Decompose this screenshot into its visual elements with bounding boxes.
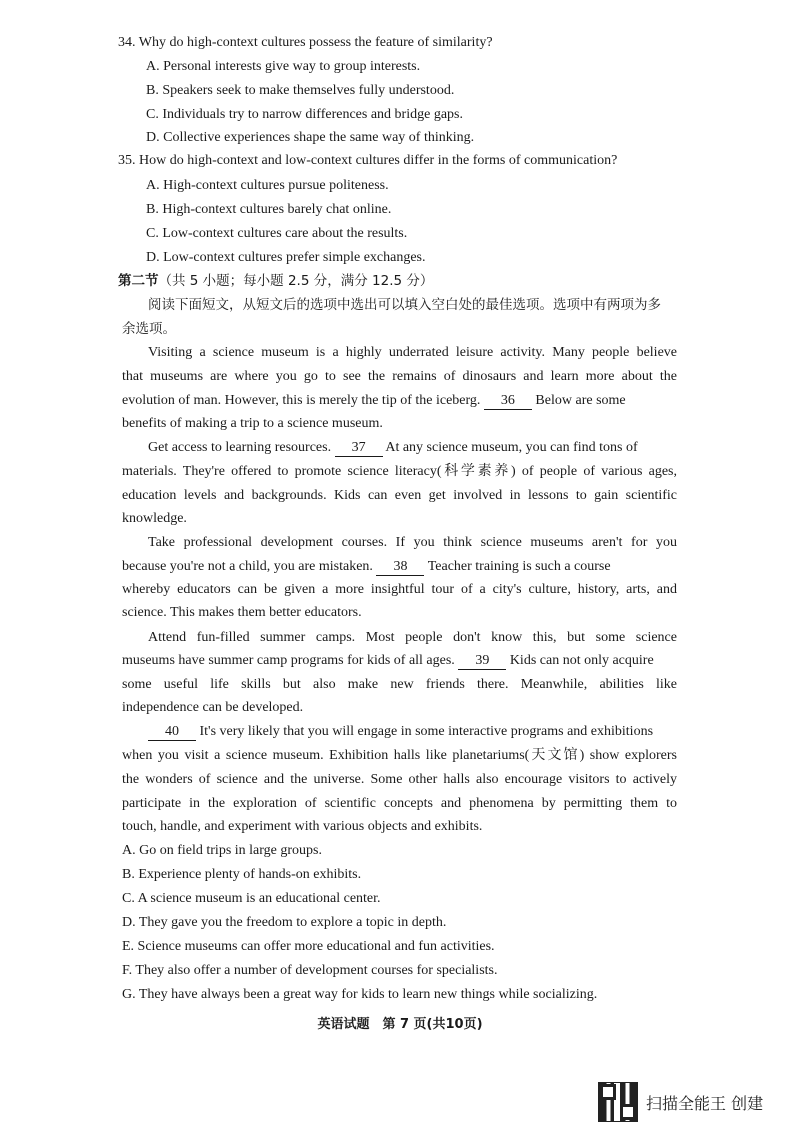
section-scoring: （共 5 小题；每小题 2.5 分，满分 12.5 分） xyxy=(158,273,434,289)
q35-stem: 35. How do high-context and low-context cultures differ in the forms of communication? xyxy=(118,153,618,168)
passage-p5-line2: when you visit a science museum. Exhibition halls like planetariums(天文馆) show explorers xyxy=(122,748,677,763)
passage-p5-line1 xyxy=(148,723,677,741)
choice-a: A. Go on field trips in large groups. xyxy=(122,843,322,858)
q35-option-d: D. Low-context cultures prefer simple exchanges. xyxy=(146,250,426,265)
blank-36: 36 xyxy=(484,393,532,410)
passage-p2-line3: education levels and backgrounds. Kids can even get involved in lessons to gain scientific xyxy=(122,488,677,503)
q34-option-b: B. Speakers seek to make themselves fully understood. xyxy=(146,83,455,98)
passage-p5-line1-text: It's very likely that you will engage in some interactive programs and exhibitions xyxy=(199,724,654,739)
passage-p4-line2 xyxy=(122,652,677,670)
passage-p3-line2 xyxy=(122,558,677,576)
section-heading: 第二节 xyxy=(118,273,159,289)
q34-option-c: C. Individuals try to narrow differences and bridge gaps. xyxy=(146,107,463,122)
choice-e: E. Science museums can offer more educational and fun activities. xyxy=(122,939,495,954)
passage-p4-line2-tail: Kids can not only acquire xyxy=(509,653,654,668)
section-instruction-line2: 余选项。 xyxy=(122,321,176,337)
passage-p1-line1: Visiting a science museum is a highly underrated leisure activity. Many people believe xyxy=(148,345,677,360)
choice-c: C. A science museum is an educational center. xyxy=(122,891,381,906)
q34-option-d: D. Collective experiences shape the same way of thinking. xyxy=(146,130,475,145)
qr-code-icon xyxy=(598,1082,638,1122)
choice-b: B. Experience plenty of hands-on exhibits. xyxy=(122,867,362,882)
passage-p2-line4: knowledge. xyxy=(122,511,187,526)
passage-p2-line1-tail: At any science museum, you can find tons of xyxy=(385,440,638,455)
passage-p3-line2-tail: Teacher training is such a course xyxy=(427,559,611,574)
blank-37: 37 xyxy=(335,440,383,457)
passage-p3-line1: Take professional development courses. If you think science museums aren't for you xyxy=(148,535,677,550)
passage-p4-line1: Attend fun-filled summer camps. Most people don't know this, but some science xyxy=(148,630,677,645)
q34-stem: 34. Why do high-context cultures possess the feature of similarity? xyxy=(118,35,493,50)
passage-p4-line2-text: museums have summer camp programs for kids of all ages. xyxy=(122,653,455,668)
watermark-text: 扫描全能王 创建 xyxy=(646,1093,764,1113)
passage-p2-line2: materials. They're offered to promote science literacy(科学素养) of people of various ages, xyxy=(122,464,677,479)
section-header xyxy=(118,272,433,290)
passage-p4-line3: some useful life skills but also make new friends there. Meanwhile, abilities like xyxy=(122,677,677,692)
passage-p3-line4: science. This makes them better educators. xyxy=(122,605,362,620)
blank-38: 38 xyxy=(376,559,424,576)
passage-p4-line4: independence can be developed. xyxy=(122,700,304,715)
passage-p5-line4: participate in the exploration of scientific concepts and phenomena by permitting them to xyxy=(122,796,677,811)
blank-39: 39 xyxy=(458,653,506,670)
q35-option-b: B. High-context cultures barely chat online. xyxy=(146,202,392,217)
choice-f: F. They also offer a number of development courses for specialists. xyxy=(122,963,498,978)
passage-p1-line3-text: evolution of man. However, this is merely the tip of the iceberg. xyxy=(122,393,481,408)
passage-p2-line1-text: Get access to learning resources. xyxy=(148,440,332,455)
q35-option-c: C. Low-context cultures care about the results. xyxy=(146,226,408,241)
choice-d: D. They gave you the freedom to explore a topic in depth. xyxy=(122,915,447,930)
section-instruction-line1: 阅读下面短文，从短文后的选项中选出可以填入空白处的最佳选项。选项中有两项为多 xyxy=(148,297,661,313)
page-footer: 英语试题 第 7 页(共10页) xyxy=(317,1017,483,1032)
q34-option-a: A. Personal interests give way to group interests. xyxy=(146,59,421,74)
q35-option-a: A. High-context cultures pursue politeness. xyxy=(146,178,389,193)
passage-p1-line2: that museums are where you go to see the remains of dinosaurs and learn more about the xyxy=(122,369,677,384)
passage-p3-line2-text: because you're not a child, you are mistaken. xyxy=(122,559,373,574)
passage-p1-line3 xyxy=(122,392,677,410)
passage-p3-line3: whereby educators can be given a more insightful tour of a city's culture, history, arts, and xyxy=(122,582,677,597)
passage-p2-line1 xyxy=(148,439,677,457)
passage-p5-line3: the wonders of science and the universe. Some other halls also encourage visitors to actively xyxy=(122,772,677,787)
passage-p1-line3-tail: Below are some xyxy=(535,393,626,408)
passage-p1-line4: benefits of making a trip to a science museum. xyxy=(122,416,383,431)
scanner-watermark xyxy=(598,1082,763,1122)
passage-p5-line5: touch, handle, and experiment with various objects and exhibits. xyxy=(122,819,483,834)
blank-40: 40 xyxy=(148,724,196,741)
choice-g: G. They have always been a great way for kids to learn new things while socializing. xyxy=(122,987,598,1002)
